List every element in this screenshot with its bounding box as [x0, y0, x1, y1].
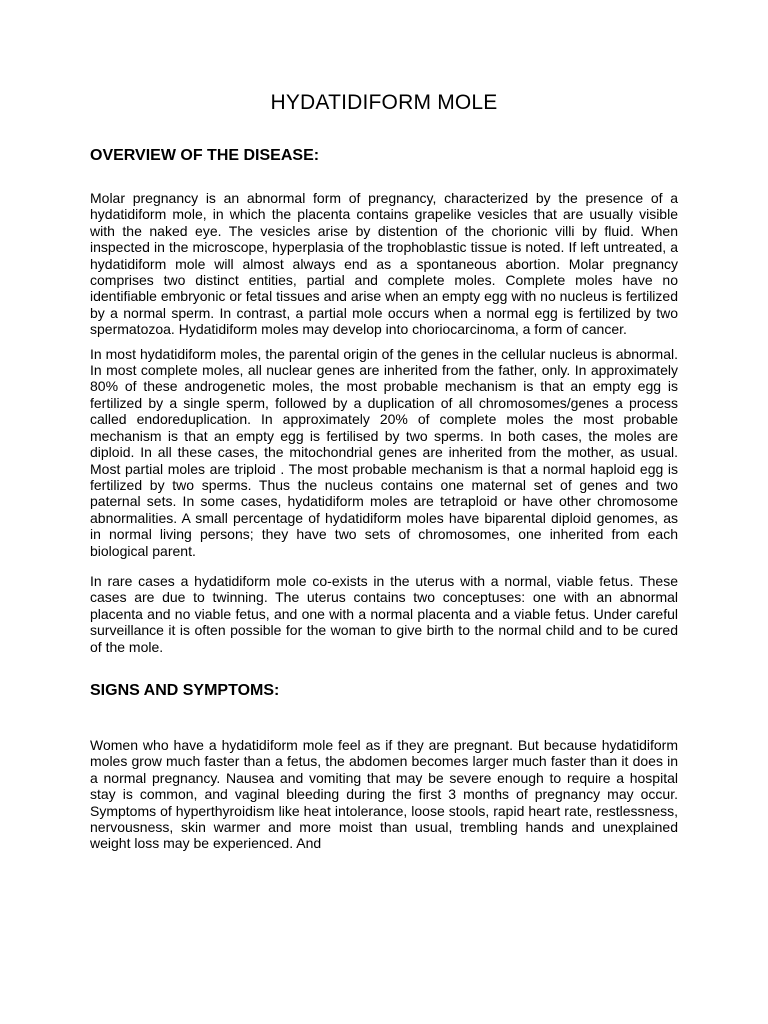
- paragraph-overview-3: In rare cases a hydatidiform mole co-exists in the uterus with a normal, viable fetus. These cases are due to twinning. The uterus contains two conceptuses: one with an abnormal placenta and no viable fetus, and one with a normal placenta and a viable fetus. Under careful surveillance it is often possible for the woman to give birth to the normal child and to be cured of the mole.: [90, 572, 678, 655]
- paragraph-signs-1: Women who have a hydatidiform mole feel as if they are pregnant. But because hydatidiform moles grow much faster than a fetus, the abdomen becomes larger much faster than it does in a normal pregnancy. Nausea and vomiting that may be severe enough to require a hospital stay is common, and vaginal bleeding during the first 3 months of pregnancy may occur. Symptoms of hyperthyroidism like heat intolerance, loose stools, rapid heart rate, restlessness, nervousness, skin warmer and more moist than usual, trembling hands and unexplained weight loss may be experienced. And: [90, 736, 678, 852]
- document-title: HYDATIDIFORM MOLE: [270, 91, 498, 114]
- section-heading-signs-symptoms: SIGNS AND SYMPTOMS:: [90, 681, 280, 699]
- section-heading-overview: OVERVIEW OF THE DISEASE:: [90, 147, 320, 164]
- paragraph-overview-2: In most hydatidiform moles, the parental origin of the genes in the cellular nucleus is abnormal. In most complete moles, all nuclear genes are inherited from the father, only. In approximately 80% of these androgenetic moles, the most probable mechanism is that an empty egg is fertilized by a single sperm, followed by a duplication of all chromosomes/genes a process called endoreduplication. In approximately 20% of complete moles the most probable mechanism is that an empty egg is fertilised by two sperms. In both cases, the moles are diploid. In all these cases, the mitochondrial genes are inherited from the mother, as usual. Most partial moles are triploid . The most probable mechanism is that a normal haploid egg is fertilized by two sperms. Thus the nucleus contains one maternal set of genes and two paternal sets. In some cases, hydatidiform moles are tetraploid or have other chromosome abnormalities. A small percentage of hydatidiform moles have biparental diploid genomes, as in normal living persons; they have two sets of chromosomes, one inherited from each biological parent.: [90, 345, 678, 559]
- paragraph-overview-1: Molar pregnancy is an abnormal form of pregnancy, characterized by the presence of a hydatidiform mole, in which the placenta contains grapelike vesicles that are usually visible with the naked eye. The vesicles arise by distention of the chorionic villi by fluid. When inspected in the microscope, hyperplasia of the trophoblastic tissue is noted. If left untreated, a hydatidiform mole will almost always end as a spontaneous abortion. Molar pregnancy comprises two distinct entities, partial and complete moles. Complete moles have no identifiable embryonic or fetal tissues and arise when an empty egg with no nucleus is fertilized by a normal sperm. In contrast, a partial mole occurs when a normal egg is fertilized by two spermatozoa. Hydatidiform moles may develop into choriocarcinoma, a form of cancer.: [90, 190, 678, 338]
